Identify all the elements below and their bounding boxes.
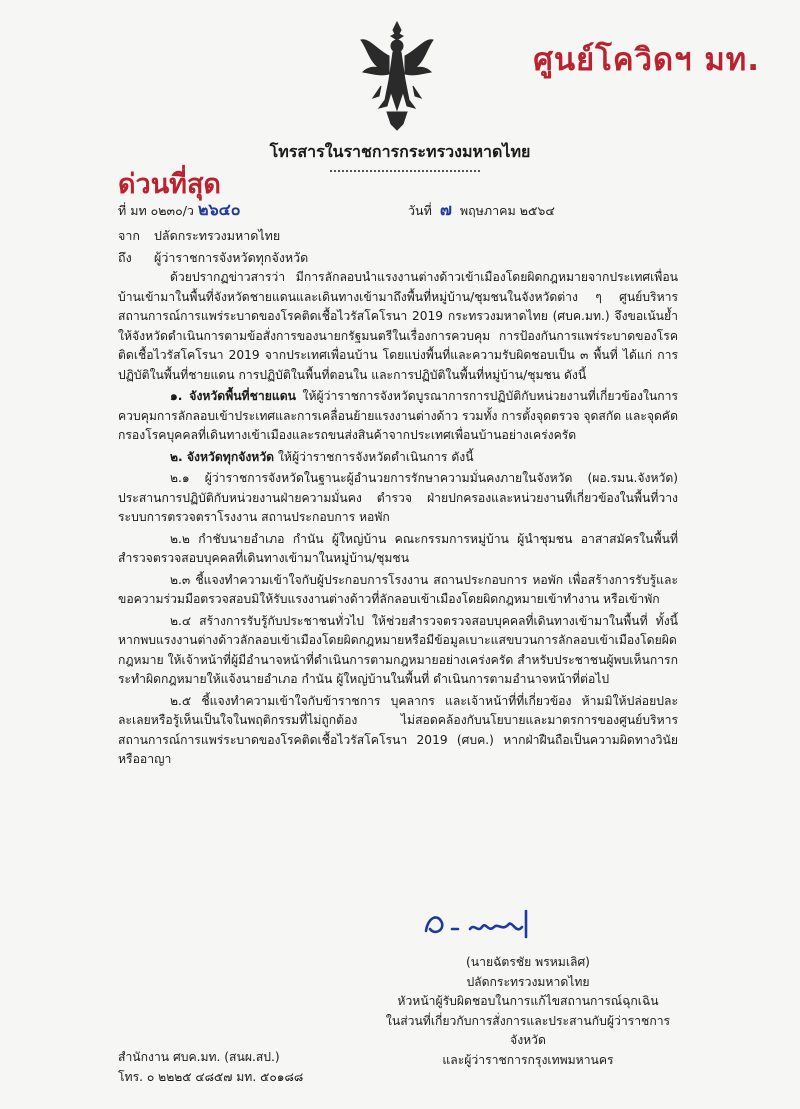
item-2-title: ๒. จังหวัดทุกจังหวัด [170,449,275,464]
reference-prefix: ที่ มท ๐๒๓๐/ว [118,203,194,218]
item-2-paragraph [118,448,678,468]
issuing-office [118,1047,303,1087]
from-label: จาก [118,228,140,243]
to-label: ถึง [118,250,132,265]
urgency-label: ด่วนที่สุด [118,169,221,200]
signature-block [378,953,678,1070]
office-name: สำนักงาน ศบค.มท. (สนผ.สป.) [118,1050,280,1064]
sub-item-2-3: ๒.๓ ชี้แจงทำความเข้าใจกับผู้ประกอบการโรงงาน สถานประกอบการ หอพัก เพื่อสร้างการรับรู้และขอความร่วมมือตรวจสอบมิให้รับแรงงานต่างด้าวที่ลักลอบเข้าเมืองโดยผิดกฎหมายเข้าทำงาน หรือเข้าพัก [118,572,678,606]
to-line [118,248,308,268]
date-month-year: พฤษภาคม ๒๕๖๔ [459,203,555,218]
sub-item-2-2: ๒.๒ กำชับนายอำเภอ กำนัน ผู้ใหญ่บ้าน คณะกรรมการหมู่บ้าน ผู้นำชุมชน อาสาสมัครในพื้นที่สำรวจตรวจสอบบุคคลที่เดินทางเข้ามาในหมู่บ้าน/ชุมชน [118,531,678,565]
date-day: ๗ [439,200,452,219]
item-1-text: ให้ผู้ว่าราชการจังหวัดบูรณาการการปฏิบัติกับหน่วยงานที่เกี่ยวข้องในการควบคุมการลักลอบเข้าประเทศและการเคลื่อนย้ายแรงงานต่างด้าว รวมทั้ง การตั้งจุดตรวจ จุดสกัด และจุดคัดกรองโรคบุคคลที่เดินทางเข้าเมืองและรถขนส่งสินค้าจากประเทศเพื่อนบ้านอย่างเคร่งครัด [118,389,679,442]
handwritten-signature [418,905,558,945]
signer-role-2: ในส่วนที่เกี่ยวกับการสั่งการและประสานกับผู้ว่าราชการจังหวัด [385,1013,671,1047]
title-dotted-line [330,170,480,172]
reference-number [118,198,241,223]
item-1-title: ๑. จังหวัดพื้นที่ชายแดน [170,389,296,403]
date-label: วันที่ [408,203,432,218]
from-value: ปลัดกระทรวงมหาดไทย [154,228,281,243]
signer-role-3: และผู้ว่าราชการกรุงเทพมหานคร [442,1052,614,1067]
sub-item-2-5: ๒.๕ ชี้แจงทำความเข้าใจกับข้าราชการ บุคลากร และเจ้าหน้าที่ที่เกี่ยวข้อง ห้ามมิให้ปล่อยปละละเลยหรือรู้เห็นเป็นใจในพฤติกรรมที่ไม่ถูกต้อง ไม่สอดคล้องกับนโยบายและมาตรการของศูนย์บริหารสถานการณ์การแพร่ระบาดของโรคติดเชื้อไวรัสโคโรนา 2019 (ศบค.) หากฝ่าฝืนถือเป็นความผิดทางวินัยหรืออาญา [118,693,678,766]
covid-center-stamp: ศูนย์โควิดฯ มท. [533,42,760,78]
intro-paragraph: ด้วยปรากฏข่าวสารว่า มีการลักลอบนำแรงงานต่างด้าวเข้าเมืองโดยผิดกฎหมายจากประเทศเพื่อนบ้านเข้ามาในพื้นที่จังหวัดชายแดนและเดินทางเข้ามาถึงพื้นที่หมู่บ้าน/ชุมชนในจังหวัดต่าง ๆ ศูนย์บริหารสถานการณ์การแพร่ระบาดของโรคติดเชื้อไวรัสโคโรนา 2019 กระทรวงมหาดไทย (ศบค.มท.) จึงขอเน้นย้ำให้จังหวัดดำเนินการตามข้อสั่งการของนายกรัฐมนตรีในเรื่องการควบคุม การป้องกันการแพร่ระบาดของโรคติดเชื้อไวรัสโคโรนา 2019 จากประเทศเพื่อนบ้าน โดยแบ่งพื้นที่และความรับผิดชอบเป็น ๓ พื้นที่ ได้แก่ การปฏิบัติในพื้นที่ชายแดน การปฏิบัติในพื้นที่ตอนใน และการปฏิบัติในพื้นที่หมู่บ้าน/ชุมชน ดังนี้ [118,270,678,382]
item-1-paragraph [118,387,678,446]
garuda-emblem-icon [357,20,437,132]
reference-handwritten-number: ๒๖๔๐ [197,200,241,219]
signer-position: ปลัดกระทรวงมหาดไทย [466,974,590,989]
signer-role-1: หัวหน้าผู้รับผิดชอบในการแก้ไขสถานการณ์ฉุกเฉิน [397,994,659,1008]
header-title: โทรสารในราชการกระทรวงมหาดไทย [269,142,531,161]
sub-item-2-1: ๒.๑ ผู้ว่าราชการจังหวัดในฐานะผู้อำนวยการรักษาความมั่นคงภายในจังหวัด (ผอ.รมน.จังหวัด) ประสานการปฏิบัติกับหน่วยงานฝ่ายความมั่นคง ตำรวจ ฝ่ายปกครองและหน่วยงานที่เกี่ยวข้องในพื้นที่วางระบบการตรวจตราโรงงาน สถานประกอบการ หอพัก [118,471,678,524]
item-2-text: ให้ผู้ว่าราชการจังหวัดดำเนินการ ดังนี้ [277,449,474,464]
sub-item-2-4: ๒.๔ สร้างการรับรู้กับประชาชนทั่วไป ให้ช่วยสำรวจตรวจสอบบุคคลที่เดินทางเข้ามาในพื้นที่ ทั้งนี้ หากพบแรงงานต่างด้าวลักลอบเข้าเมืองโดยผิดกฎหมายหรือมีข้อมูลเบาะแสขบวนการลักลอบเข้าเมืองโดยผิดกฎหมาย ให้เจ้าหน้าที่ผู้มีอำนาจหน้าที่ดำเนินการตามกฎหมายอย่างเคร่งครัด สำหรับประชาชนผู้พบเห็นการกระทำผิดกฎหมายให้แจ้งนายอำเภอ กำนัน ผู้ใหญ่บ้านในพื้นที่ ดำเนินการตามอำนาจหน้าที่ต่อไป [118,613,678,686]
to-value: ผู้ว่าราชการจังหวัดทุกจังหวัด [154,250,309,265]
document-date [408,198,555,223]
from-line [118,226,280,246]
office-phone: โทร. ๐ ๒๒๒๕ ๔๘๕๗ มท. ๕๐๑๘๘ [118,1070,304,1084]
signer-name: (นายฉัตรชัย พรหมเลิศ) [466,955,590,969]
memo-body [118,268,678,772]
